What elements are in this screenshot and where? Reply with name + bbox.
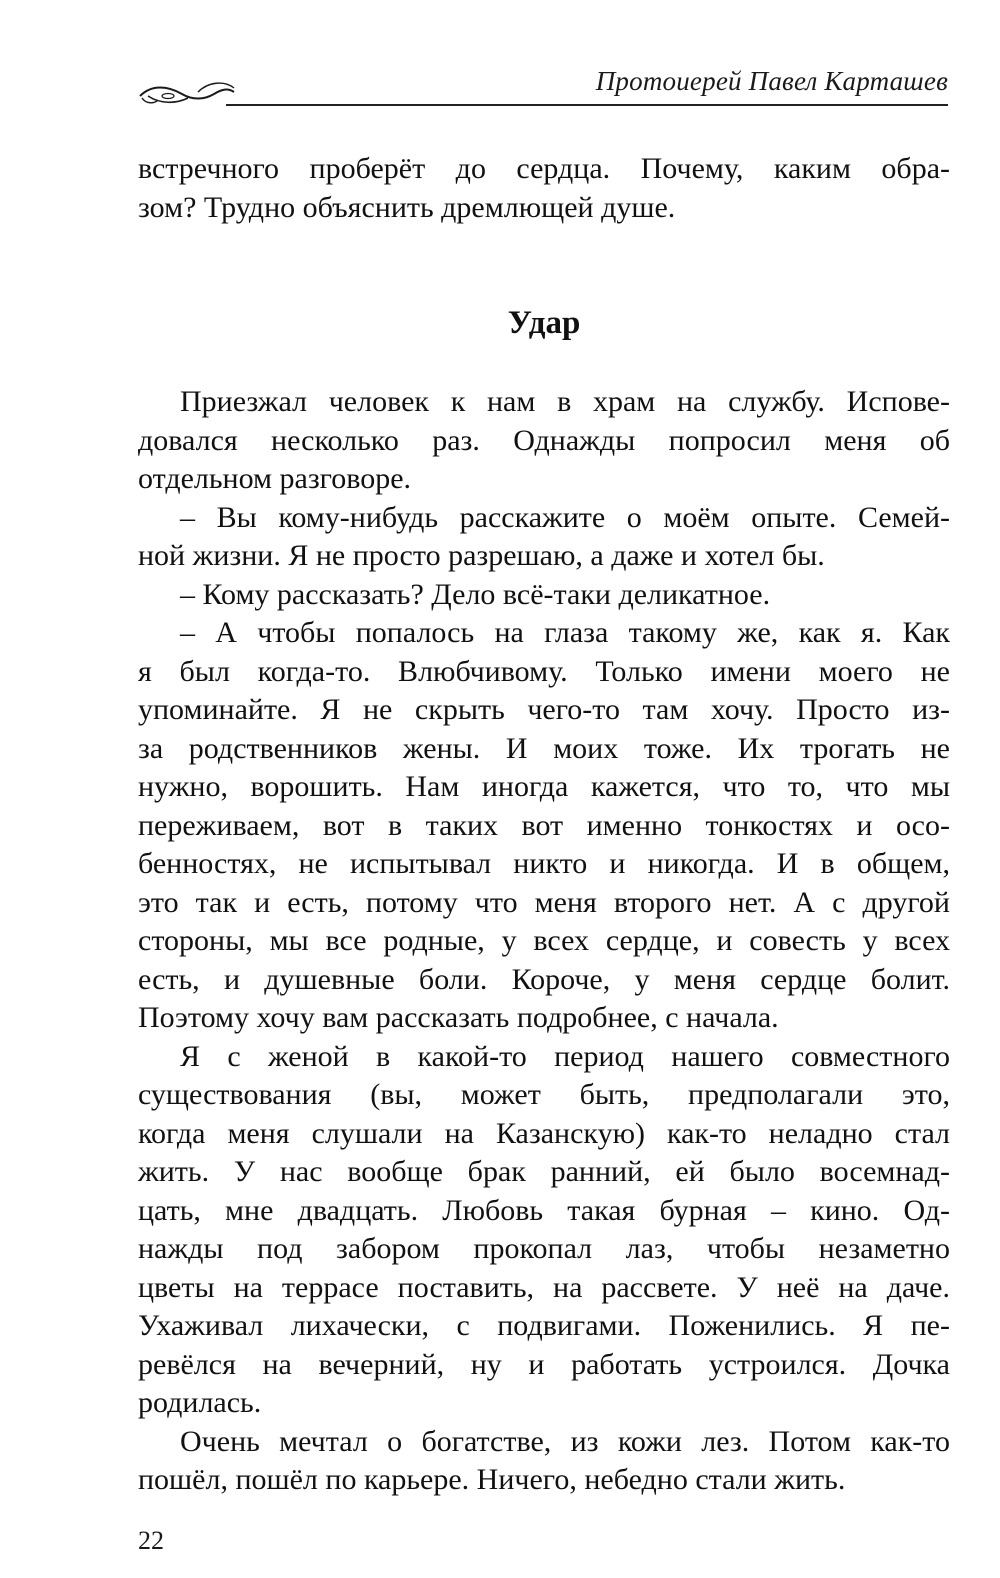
text-line: довался несколько раз. Однажды попросил меня об bbox=[138, 423, 950, 457]
text-line: Я с женой в какой-то период нашего совместного bbox=[180, 1039, 950, 1073]
text-line: бенностях, не испытывал никто и никогда. И в общем, bbox=[138, 847, 950, 880]
text-line: Очень мечтал о богатстве, из кожи лез. Потом как-то bbox=[180, 1424, 950, 1458]
page-body bbox=[138, 150, 950, 1500]
paragraph bbox=[138, 499, 950, 576]
paragraph bbox=[138, 383, 950, 499]
text-line: Ухаживал лихачески, с подвигами. Поженились. Я пе- bbox=[138, 1309, 950, 1342]
paragraph bbox=[138, 1038, 950, 1423]
header-rule bbox=[226, 104, 948, 106]
text-line: когда меня слушали на Казанскую) как-то неладно стал bbox=[138, 1116, 950, 1150]
text-line: есть, и душевные боли. Короче, у меня сердце болит. bbox=[138, 962, 950, 996]
paragraph bbox=[138, 576, 950, 615]
text-line: жить. У нас вообще брак ранний, ей было восемнад- bbox=[138, 1155, 950, 1188]
running-head: Протоиерей Павел Карташев bbox=[595, 66, 948, 96]
paragraph bbox=[138, 1423, 950, 1500]
text-line: цветы на террасе поставить, на рассвете. У неё на даче. bbox=[138, 1270, 950, 1304]
text-line: ревёлся на вечерний, ну и работать устроился. Дочка bbox=[138, 1347, 950, 1381]
text-line: зом? Трудно объяснить дремлющей душе. bbox=[138, 190, 676, 224]
section-title: Удар bbox=[507, 305, 581, 341]
intro-paragraph bbox=[138, 150, 950, 227]
page-header bbox=[138, 62, 948, 110]
text-line: отдельном разговоре. bbox=[138, 462, 412, 495]
text-line: за родственников жены. И моих тоже. Их трогать не bbox=[138, 731, 950, 765]
text-line: цать, мне двадцать. Любовь такая бурная – кино. Од- bbox=[138, 1193, 950, 1227]
page-number: 22 bbox=[138, 1526, 164, 1555]
text-line: нажды под забором прокопал лаз, чтобы незаметно bbox=[138, 1232, 950, 1265]
paragraph bbox=[138, 614, 950, 1038]
text-line: я был когда-то. Влюбчивому. Только имени моего не bbox=[138, 654, 950, 688]
text-line: переживаем, вот в таких вот именно тонкостях и осо- bbox=[138, 808, 950, 842]
text-line: стороны, мы все родные, у всех сердце, и совесть у всех bbox=[138, 924, 950, 957]
text-line: встречного проберёт до сердца. Почему, каким обра- bbox=[138, 152, 950, 185]
text-line: существования (вы, может быть, предполагали это, bbox=[138, 1078, 950, 1111]
text-line: нужно, ворошить. Нам иногда кажется, что то, что мы bbox=[138, 770, 950, 803]
text-line: родилась. bbox=[138, 1386, 262, 1419]
text-line: Поэтому хочу вам рассказать подробнее, с начала. bbox=[138, 1001, 779, 1034]
text-line: пошёл, пошёл по карьере. Ничего, небедно стали жить. bbox=[138, 1463, 846, 1496]
text-line: упоминайте. Я не скрыть чего-то там хочу. Просто из- bbox=[138, 693, 950, 726]
text-line: – Кому рассказать? Дело всё-таки деликатное. bbox=[180, 577, 771, 611]
text-line: ной жизни. Я не просто разрешаю, а даже и хотел бы. bbox=[138, 539, 825, 572]
text-line: это так и есть, потому что меня второго нет. А с другой bbox=[138, 885, 950, 919]
text-line: Приезжал человек к нам в храм на службу. Испове- bbox=[180, 385, 950, 418]
text-line: – Вы кому-нибудь расскажите о моём опыте. Семей- bbox=[180, 500, 950, 534]
text-line: – А чтобы попалось на глаза такому же, как я. Как bbox=[180, 616, 950, 649]
flourish-ornament-icon bbox=[138, 74, 238, 108]
